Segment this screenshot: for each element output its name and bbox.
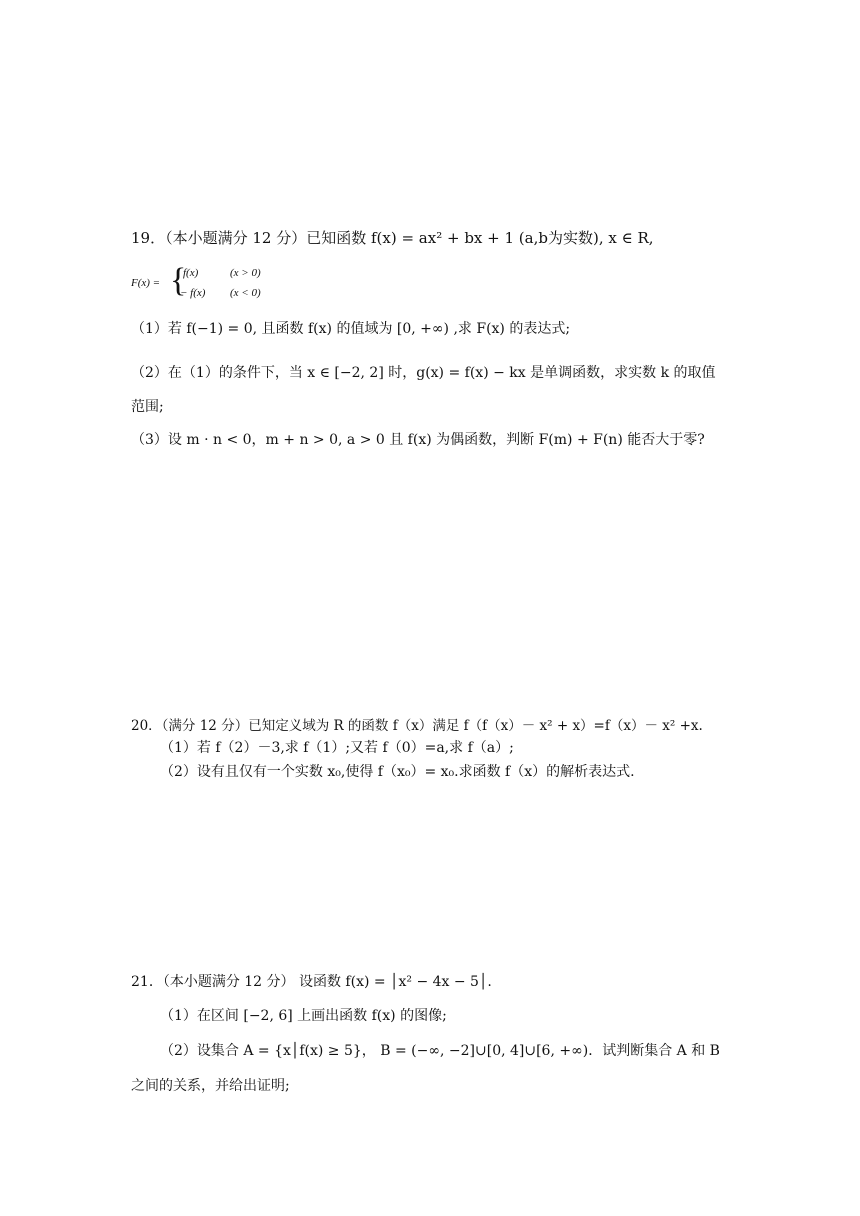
q20-part1: （1）若 f（2）－3,求 f（1）;又若 f（0）=a,求 f（a）; (160, 740, 514, 756)
q21-part2-continued: 之间的关系，并给出证明; (131, 1078, 290, 1094)
q19-part3: （3）设 m · n < 0，m + n > 0, a > 0 且 f(x) 为偶函数，判断 F(m) + F(n) 能否大于零? (131, 432, 705, 448)
q19-case1-cond: (x > 0) (230, 267, 261, 279)
piecewise-brace: { (170, 262, 187, 299)
q19-case1-expr: f(x) (183, 267, 199, 279)
q19-case2-cond: (x < 0) (230, 287, 261, 299)
q20-heading: 20．（满分 12 分）已知定义域为 R 的函数 f（x）满足 f（f（x）－ x² + x）=f（x）－ x² +x. (131, 718, 703, 734)
q21-heading: 21．（本小题满分 12 分） 设函数 f(x) = │x² − 4x − 5│. (131, 974, 492, 990)
q21-part2: （2）设集合 A = {x│f(x) ≥ 5}， B = (−∞, −2]∪[0, 4]∪[6, +∞)．试判断集合 A 和 B (160, 1043, 720, 1059)
q21-part1: （1）在区间 [−2, 6] 上画出函数 f(x) 的图像; (160, 1008, 447, 1024)
q19-heading: 19．（本小题满分 12 分）已知函数 f(x) = ax² + bx + 1 (a,b为实数), x ∈ R, (131, 229, 654, 247)
q19-part1: （1）若 f(−1) = 0, 且函数 f(x) 的值域为 [0, +∞) ,求 F(x) 的表达式; (131, 321, 571, 337)
q19-part2-continued: 范围; (131, 399, 164, 415)
q19-case2-expr: − f(x) (180, 287, 206, 299)
q19-F-label: F(x) = (131, 277, 161, 289)
q20-part2: （2）设有且仅有一个实数 x₀,使得 f（x₀）= x₀.求函数 f（x）的解析表达式. (160, 764, 635, 780)
q19-part2: （2）在（1）的条件下，当 x ∈ [−2, 2] 时，g(x) = f(x) − kx 是单调函数，求实数 k 的取值 (131, 365, 716, 381)
